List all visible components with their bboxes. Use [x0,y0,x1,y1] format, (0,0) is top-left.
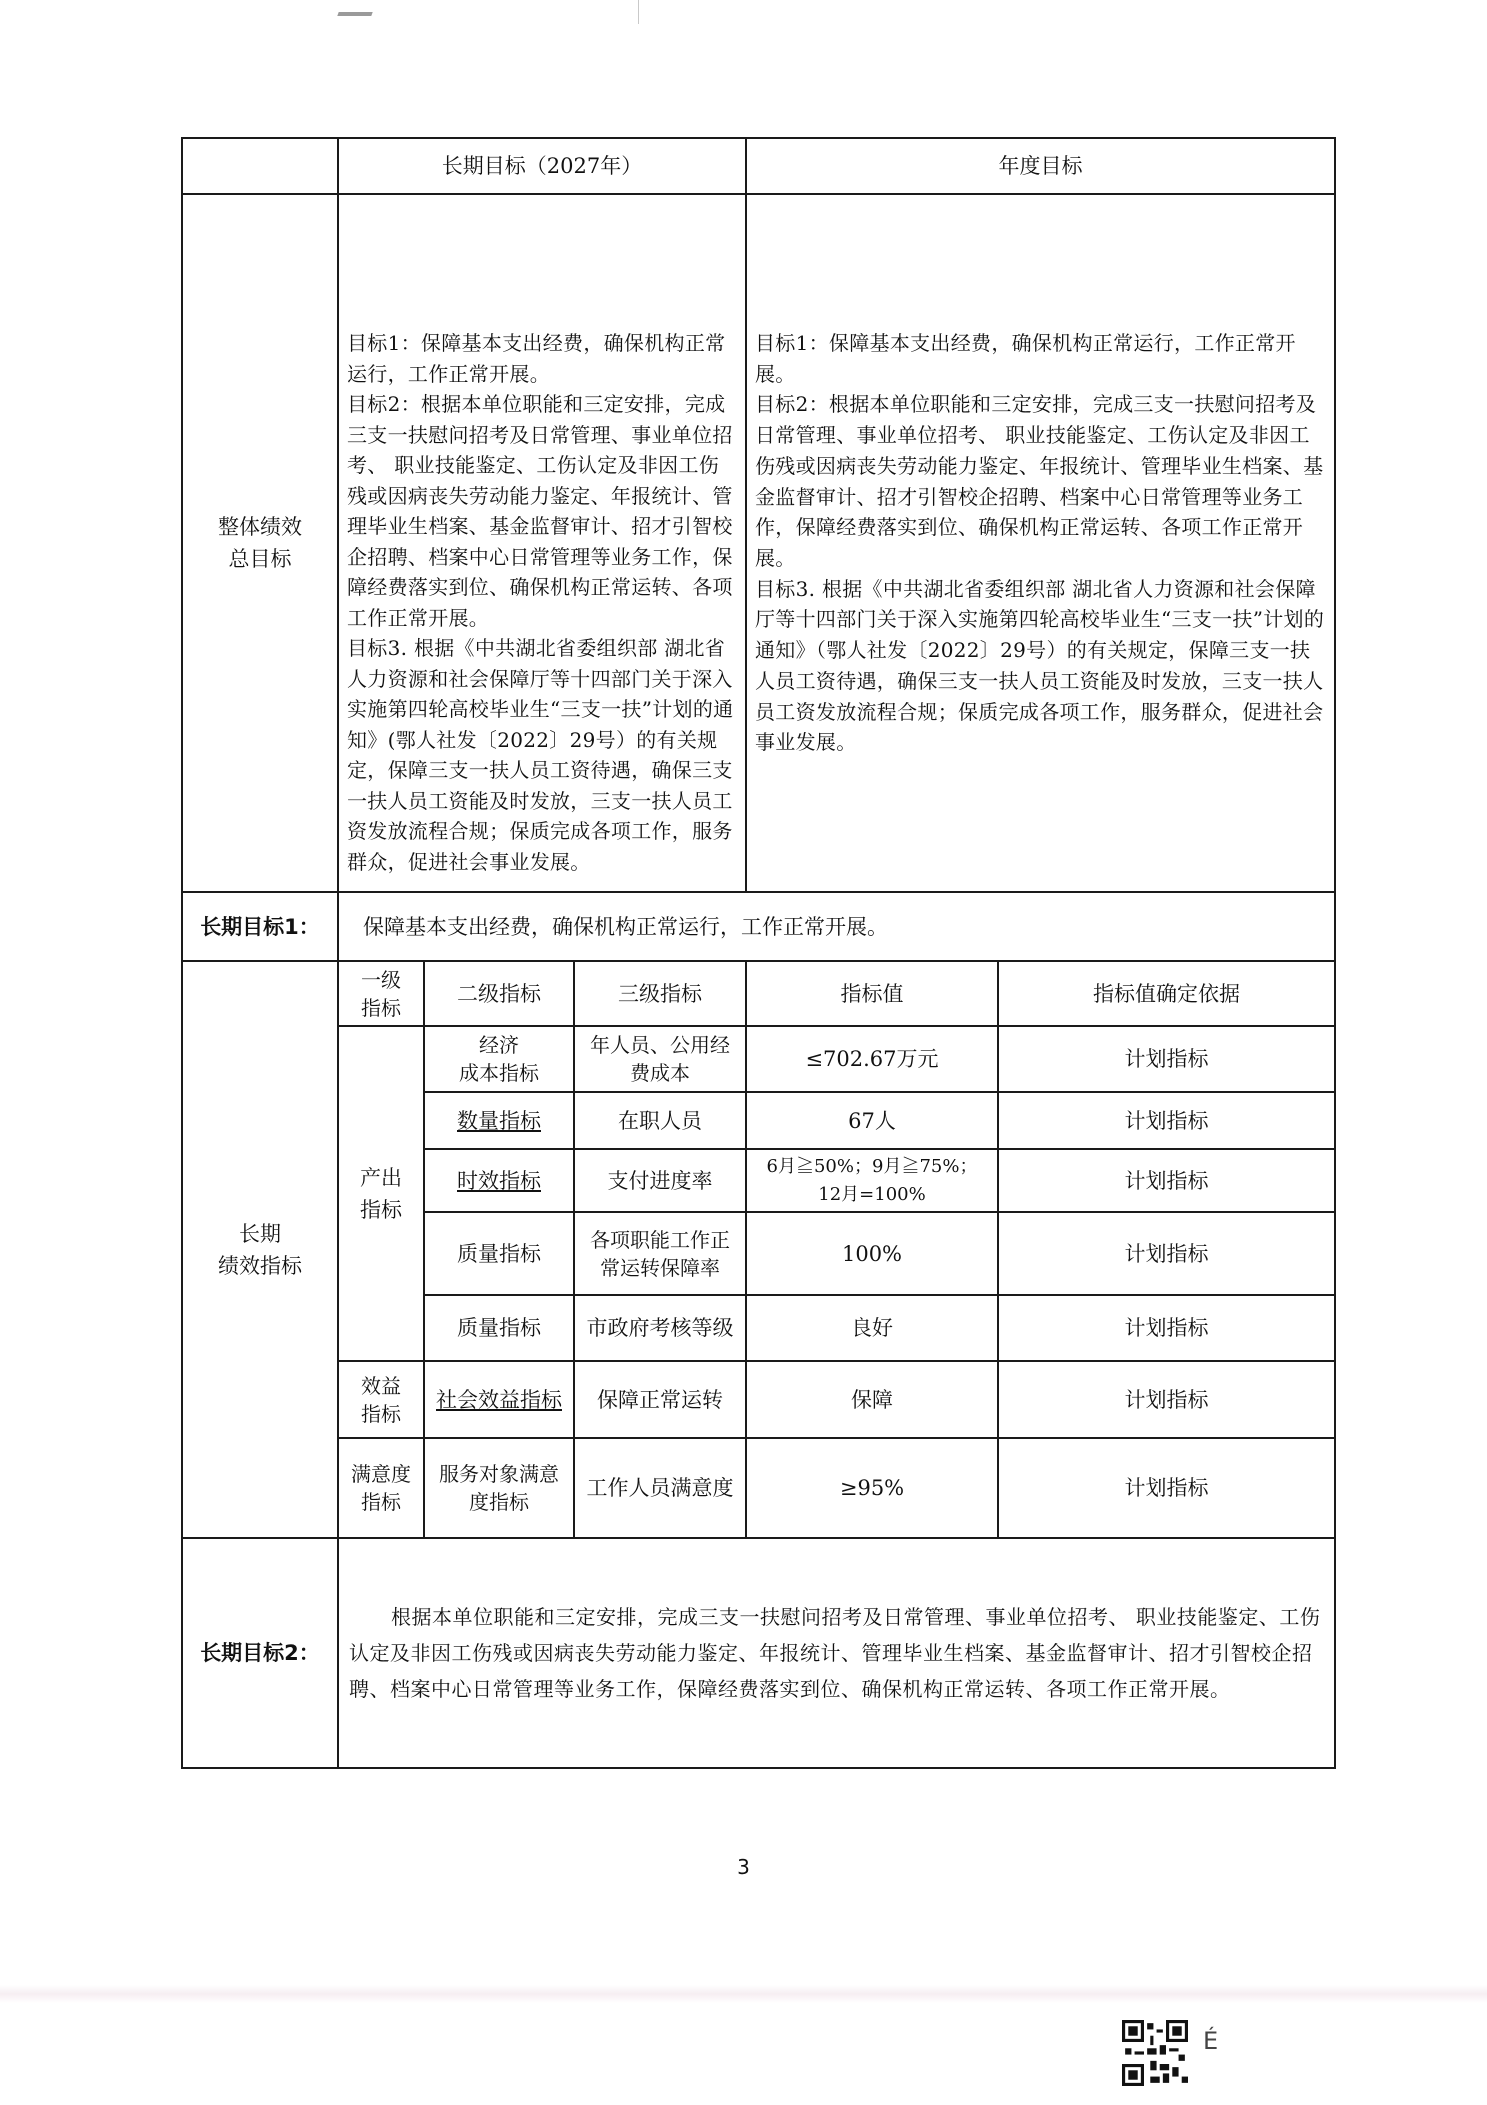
value-cell: 6月≧50%；9月≧75%； 12月=100% [746,1149,998,1212]
level2-cell: 数量指标 [424,1092,574,1149]
satisfaction-indicator-label: 满意度 指标 [338,1438,424,1538]
basis-cell: 计划指标 [998,1361,1335,1438]
level2-cell: 经济 成本指标 [424,1026,574,1092]
level2-cell: 质量指标 [424,1295,574,1361]
header-long-term: 长期目标（2027年） [338,138,746,194]
level2-cell: 质量指标 [424,1212,574,1295]
indicators-section-label: 长期 绩效指标 [182,961,338,1538]
value-cell: 保障 [746,1361,998,1438]
overall-goal-label: 整体绩效 总目标 [182,194,338,892]
long-goal-2-text: 根据本单位职能和三定安排，完成三支一扶慰问招考及日常管理、事业单位招考、 职业技能鉴定、工伤认定及非因工伤残或因病丧失劳动能力鉴定、年报统计、管理毕业生档案、基金监督审计、招才引智校企招聘、档案中心日常管理等业务工作，保障经费落实到位、确保机构正常运转、各项工作正常开展。 [338,1538,1335,1768]
level3-cell: 在职人员 [574,1092,746,1149]
indicator-header-level3: 三级指标 [574,961,746,1026]
level3-cell: 年人员、公用经 费成本 [574,1026,746,1092]
indicator-row [182,1026,1335,1092]
value-cell: ≤702.67万元 [746,1026,998,1092]
level3-cell: 工作人员满意度 [574,1438,746,1538]
basis-cell: 计划指标 [998,1026,1335,1092]
header-blank-cell [182,138,338,194]
basis-cell: 计划指标 [998,1295,1335,1361]
long-goal-1-label: 长期目标1： [182,892,338,961]
indicator-header-value: 指标值 [746,961,998,1026]
output-indicator-label: 产出 指标 [338,1026,424,1361]
level3-cell: 保障正常运转 [574,1361,746,1438]
long-goal-1-row [182,892,1335,961]
corner-mark: É [1203,2027,1219,2055]
basis-cell: 计划指标 [998,1092,1335,1149]
long-goal-2-row [182,1538,1335,1768]
basis-cell: 计划指标 [998,1438,1335,1538]
value-cell: 100% [746,1212,998,1295]
level2-cell: 时效指标 [424,1149,574,1212]
overall-long-term-text: 目标1：保障基本支出经费，确保机构正常运行，工作正常开展。 目标2：根据本单位职能和三定安排，完成三支一扶慰问招考及日常管理、事业单位招考、 职业技能鉴定、工伤认定及非因工伤残或因病丧失劳动能力鉴定、年报统计、管理毕业生档案、基金监督审计、招才引智校企招聘、档案中心日常管理等业务工作，保障经费落实到位、确保机构正常运转、各项工作正常开展。 目标3. 根据《中共湖北省委组织部 湖北省人力资源和社会保障厅等十四部门关于深入实施第四轮高校毕业生“三支一扶”计划的通知》(鄂人社发〔2022〕29号）的有关规定，保障三支一扶人员工资待遇，确保三支一扶人员工资能及时发放，三支一扶人员工资发放流程合规；保质完成各项工作，服务群众，促进社会事业发展。 [338,194,746,892]
scan-line [638,0,639,24]
page-number: 3 [737,1855,750,1879]
indicator-header-level1: 一级 指标 [338,961,424,1026]
header-annual: 年度目标 [746,138,1335,194]
level3-cell: 市政府考核等级 [574,1295,746,1361]
basis-cell: 计划指标 [998,1149,1335,1212]
benefit-indicator-label: 效益 指标 [338,1361,424,1438]
indicator-row [182,1438,1335,1538]
header-row [182,138,1335,194]
indicator-header-level2: 二级指标 [424,961,574,1026]
value-cell: ≥95% [746,1438,998,1538]
scan-footer-band [0,1985,1487,2003]
indicator-row [182,1361,1335,1438]
qr-code-icon [1122,2020,1188,2086]
long-goal-1-text: 保障基本支出经费，确保机构正常运行，工作正常开展。 [338,892,1335,961]
level3-cell: 支付进度率 [574,1149,746,1212]
level2-cell: 社会效益指标 [424,1361,574,1438]
long-goal-2-label: 长期目标2： [182,1538,338,1768]
basis-cell: 计划指标 [998,1212,1335,1295]
level2-cell: 服务对象满意 度指标 [424,1438,574,1538]
indicator-header-row [182,961,1335,1026]
value-cell: 67人 [746,1092,998,1149]
indicator-header-basis: 指标值确定依据 [998,961,1335,1026]
overall-goal-row [182,194,1335,892]
performance-goal-table [181,137,1336,1769]
overall-annual-text: 目标1：保障基本支出经费，确保机构正常运行，工作正常开展。 目标2：根据本单位职能和三定安排，完成三支一扶慰问招考及日常管理、事业单位招考、 职业技能鉴定、工伤认定及非因工伤残或因病丧失劳动能力鉴定、年报统计、管理毕业生档案、基金监督审计、招才引智校企招聘、档案中心日常管理等业务工作，保障经费落实到位、确保机构正常运转、各项工作正常开展。 目标3. 根据《中共湖北省委组织部 湖北省人力资源和社会保障厅等十四部门关于深入实施第四轮高校毕业生“三支一扶”计划的通知》（鄂人社发〔2022〕29号）的有关规定，保障三支一扶人员工资待遇，确保三支一扶人员工资能及时发放，三支一扶人员工资发放流程合规；保质完成各项工作，服务群众，促进社会事业发展。 [746,194,1335,892]
level3-cell: 各项职能工作正 常运转保障率 [574,1212,746,1295]
value-cell: 良好 [746,1295,998,1361]
scan-mark [337,12,372,16]
